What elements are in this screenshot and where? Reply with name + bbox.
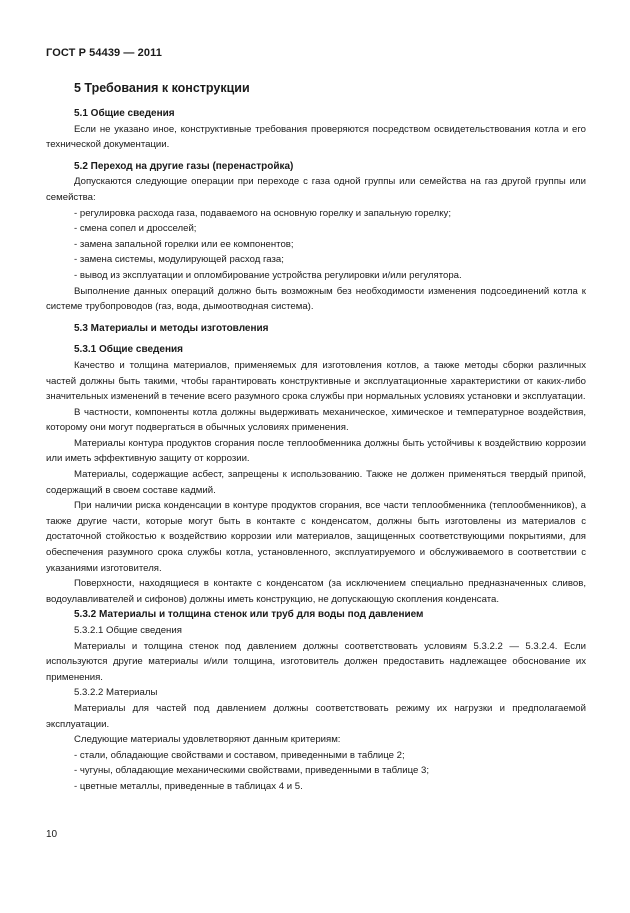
list-item: - вывод из эксплуатации и опломбирование устройства регулировки и/или регулятора.: [74, 269, 462, 281]
list-item: - смена сопел и дросселей;: [74, 223, 197, 235]
paragraph: Материалы и толщина стенок под давлением должны соответствовать условиям 5.3.2.2 — 5.3.2.4. Если используются другие материалы и/или толщина, изготовитель должен предоставить надлежащее обоснование их применения.: [46, 640, 586, 683]
heading-5-3-2: 5.3.2 Материалы и толщина стенок или труб для воды под давлением: [74, 609, 424, 621]
list-item: - замена запальной горелки или ее компонентов;: [74, 238, 294, 250]
paragraph: Поверхности, находящиеся в контакте с конденсатом (за исключением специально предназначенных сливов, водоулавливателей и сифонов) должны иметь конструкцию, не допускающую скопления конденсата.: [46, 578, 586, 605]
list-item: - регулировка расхода газа, подаваемого на основную горелку и запальную горелку;: [74, 207, 451, 219]
paragraph: Допускаются следующие операции при переходе с газа одной группы или семейства на газ другой группы или семейства:: [46, 176, 586, 203]
list-item: - замена системы, модулирующей расход газа;: [74, 254, 284, 266]
heading-5-1: 5.1 Общие сведения: [74, 108, 175, 119]
list-item: - чугуны, обладающие механическими свойствами, приведенными в таблице 3;: [74, 765, 430, 777]
heading-5-3-1: 5.3.1 Общие сведения: [74, 344, 183, 356]
paragraph: Материалы, содержащие асбест, запрещены к использованию. Также не должен применяться твердый припой, содержащий в своем составе кадмий.: [46, 469, 586, 496]
list-item: - стали, обладающие свойствами и составом, приведенными в таблице 2;: [74, 749, 405, 761]
heading-5-3-2-1: 5.3.2.1 Общие сведения: [74, 625, 182, 636]
heading-5-3: 5.3 Материалы и методы изготовления: [74, 322, 269, 334]
heading-5-3-2-2: 5.3.2.2 Материалы: [74, 687, 158, 699]
paragraph: При наличии риска конденсации в контуре продуктов сгорания, все части теплообменника (теплообменников), а также другие части, которые могут быть в контакте с конденсатом, должны быть изготовлены из материалов с достаточной стойкостью к воздействию коррозии или материалов, защищенных соответствующими покрытиями, для обеспечения разумного срока службы котла, установленного, эксплуатируемого и обслуживаемого в соответствии с указаниями изготовителя.: [46, 500, 586, 574]
paragraph: В частности, компоненты котла должны выдерживать механическое, химическое и температурное воздействия, которому они могут подвергаться в обычных условиях применения.: [46, 406, 586, 434]
paragraph: Если не указано иное, конструктивные требования проверяются посредством освидетельствования котла и его технической документации.: [46, 123, 586, 151]
paragraph: Качество и толщина материалов, применяемых для изготовления котлов, а также методы сборки различных частей должны быть такими, чтобы гарантировать конструктивные и эксплуатационные характеристики от каких-либо значительных изменений в течение всего разумного срока службы при нормальных условиях установки и эксплуатации.: [46, 359, 586, 403]
heading-5-2: 5.2 Переход на другие газы (перенастройка): [74, 160, 294, 172]
document-code: ГОСТ Р 54439 — 2011: [46, 47, 162, 59]
page-content: [46, 80, 586, 795]
paragraph: Материалы для частей под давлением должны соответствовать режиму их нагрузки и предполагаемой эксплуатации.: [46, 702, 586, 730]
page-number: 10: [46, 829, 58, 840]
paragraph: Материалы контура продуктов сгорания после теплообменника должны быть устойчивы к воздействию коррозии или иметь эффективную защиту от коррозии.: [46, 437, 586, 465]
list-item: - цветные металлы, приведенные в таблицах 4 и 5.: [74, 780, 303, 792]
section-title: 5 Требования к конструкции: [74, 81, 250, 95]
paragraph: Выполнение данных операций должно быть возможным без необходимости изменения подсоединений котла к системе трубопроводов (газ, вода, дымоотводная система).: [46, 285, 586, 313]
paragraph: Следующие материалы удовлетворяют данным критериям:: [74, 734, 341, 746]
